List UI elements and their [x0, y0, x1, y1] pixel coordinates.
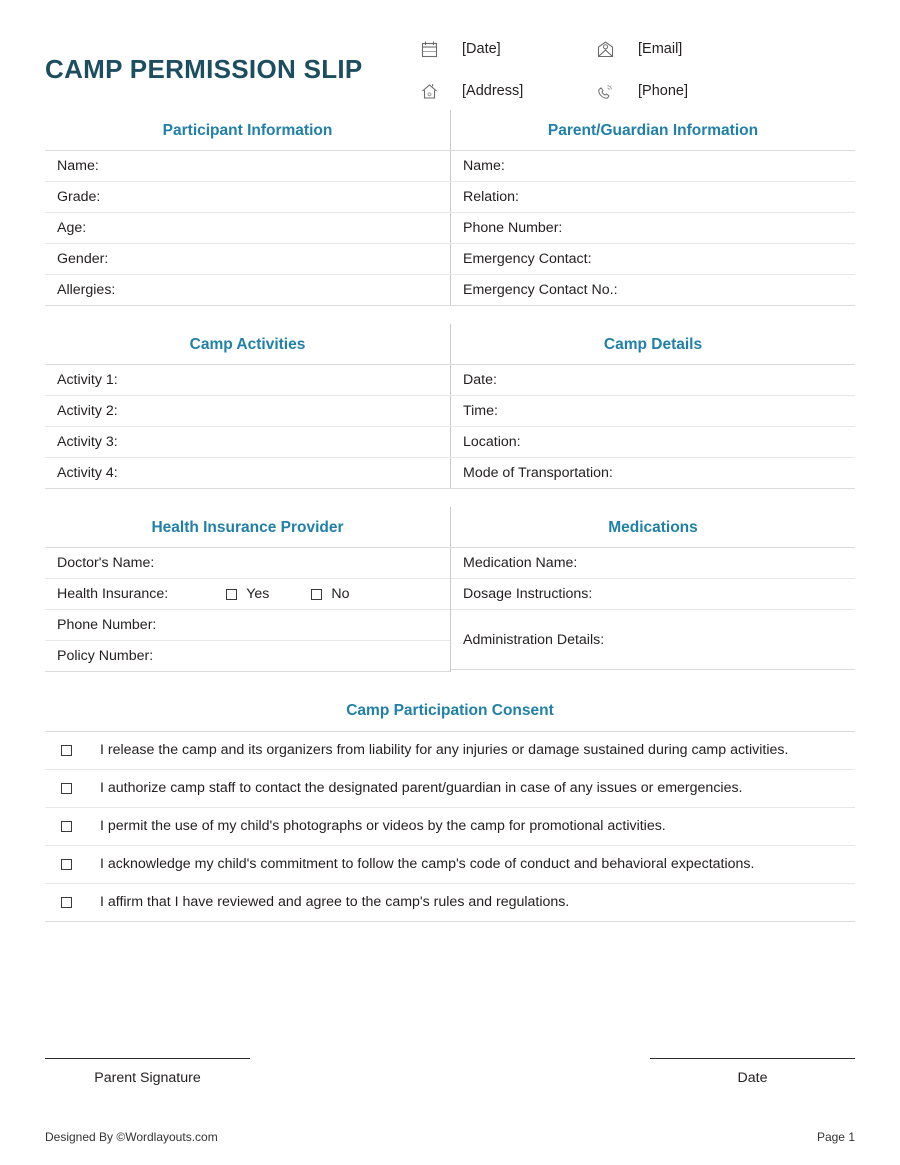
consent-text-liability: I release the camp and its organizers from liability for any injuries or damage sustained during camp activities.	[100, 742, 789, 759]
parent-signature-label: Parent Signature	[94, 1070, 201, 1086]
checkbox-consent-rules-agreement[interactable]	[61, 897, 72, 908]
checkbox-label-yes: Yes	[246, 586, 270, 602]
consent-item[interactable]	[45, 770, 855, 808]
table-row	[45, 244, 855, 275]
section-heading-row	[45, 507, 855, 548]
section-participant-information	[45, 110, 855, 306]
field-label-activity-2[interactable]: Activity 2:	[57, 403, 118, 419]
section-heading-participant: Participant Information	[162, 122, 333, 139]
field-label-gender[interactable]: Gender:	[57, 251, 109, 267]
section-heading-health-insurance-provider: Health Insurance Provider	[151, 519, 344, 536]
document-footer	[45, 1130, 855, 1144]
section-camp-activities	[45, 324, 855, 489]
contact-item-address	[420, 70, 596, 112]
consent-text-rules-agreement: I affirm that I have reviewed and agree to the camp's rules and regulations.	[100, 894, 570, 911]
consent-text-photo-permission: I permit the use of my child's photographs or videos by the camp for promotional activities.	[100, 818, 666, 835]
phone-icon	[596, 82, 615, 101]
field-label-insurance-phone-number[interactable]: Phone Number:	[57, 617, 157, 633]
checkbox-label-no: No	[331, 586, 350, 602]
field-label-camp-time[interactable]: Time:	[450, 396, 855, 426]
section-heading-camp-activities: Camp Activities	[189, 336, 306, 353]
health-insurance-yes-option[interactable]	[226, 586, 269, 602]
email-icon	[596, 40, 615, 59]
table-row	[45, 458, 855, 489]
field-label-allergies[interactable]: Allergies:	[57, 282, 116, 298]
field-label-camp-location[interactable]: Location:	[450, 427, 855, 457]
field-label-emergency-contact[interactable]: Emergency Contact:	[450, 244, 855, 274]
health-insurance-column	[45, 548, 450, 672]
field-label-participant-name[interactable]: Name:	[57, 158, 99, 174]
contact-item-email	[596, 28, 855, 70]
contact-label-email: [Email]	[638, 41, 683, 57]
section-camp-participation-consent	[45, 690, 855, 922]
field-label-administration-details[interactable]: Administration Details:	[451, 610, 855, 670]
consent-text-code-of-conduct: I acknowledge my child's commitment to follow the camp's code of conduct and behavioral expectations.	[100, 856, 755, 873]
table-row	[45, 641, 450, 672]
contact-label-phone: [Phone]	[638, 83, 688, 99]
health-medications-grid	[45, 548, 855, 672]
table-row	[45, 548, 450, 579]
consent-item[interactable]	[45, 846, 855, 884]
table-row	[45, 182, 855, 213]
page-title: CAMP PERMISSION SLIP	[45, 54, 363, 84]
home-icon	[420, 82, 439, 101]
checkbox-yes[interactable]	[226, 589, 237, 600]
consent-text-contact-authorization: I authorize camp staff to contact the designated parent/guardian in case of any issues or emergencies.	[100, 780, 743, 797]
field-label-guardian-phone[interactable]: Phone Number:	[450, 213, 855, 243]
health-insurance-no-option[interactable]	[311, 586, 349, 602]
field-health-insurance	[45, 579, 450, 609]
checkbox-consent-photo-permission[interactable]	[61, 821, 72, 832]
section-heading-medications: Medications	[450, 507, 855, 547]
table-row	[45, 275, 855, 306]
field-label-health-insurance: Health Insurance:	[57, 586, 169, 602]
field-label-relation[interactable]: Relation:	[450, 182, 855, 212]
field-label-activity-4[interactable]: Activity 4:	[57, 465, 118, 481]
field-label-mode-of-transportation[interactable]: Mode of Transportation:	[450, 458, 855, 488]
table-row	[45, 151, 855, 182]
section-heading-consent: Camp Participation Consent	[45, 690, 855, 732]
field-label-policy-number[interactable]: Policy Number:	[57, 648, 154, 664]
field-label-activity-1[interactable]: Activity 1:	[57, 372, 118, 388]
table-row	[45, 213, 855, 244]
parent-signature-block[interactable]	[45, 1058, 250, 1086]
contact-item-date	[420, 28, 596, 70]
consent-item[interactable]	[45, 732, 855, 770]
section-heading-camp-details: Camp Details	[450, 324, 855, 364]
consent-item[interactable]	[45, 884, 855, 922]
field-label-dosage-instructions[interactable]: Dosage Instructions:	[451, 579, 855, 610]
field-label-grade[interactable]: Grade:	[57, 189, 101, 205]
signature-area	[45, 1058, 855, 1086]
table-row	[45, 427, 855, 458]
section-heading-row	[45, 324, 855, 365]
field-label-guardian-name[interactable]: Name:	[450, 151, 855, 181]
section-heading-parent-guardian: Parent/Guardian Information	[450, 110, 855, 150]
checkbox-consent-code-of-conduct[interactable]	[61, 859, 72, 870]
checkbox-consent-contact-authorization[interactable]	[61, 783, 72, 794]
consent-item[interactable]	[45, 808, 855, 846]
field-label-emergency-contact-no[interactable]: Emergency Contact No.:	[450, 275, 855, 305]
table-row	[45, 365, 855, 396]
checkbox-consent-liability[interactable]	[61, 745, 72, 756]
field-label-doctors-name[interactable]: Doctor's Name:	[57, 555, 155, 571]
section-heading-row	[45, 110, 855, 151]
contact-label-date: [Date]	[462, 41, 501, 57]
field-label-camp-date[interactable]: Date:	[450, 365, 855, 395]
medications-column	[450, 548, 855, 672]
footer-credit: Designed By ©Wordlayouts.com	[45, 1130, 218, 1144]
date-signature-label: Date	[737, 1070, 768, 1086]
field-label-medication-name[interactable]: Medication Name:	[451, 548, 855, 579]
checkbox-no[interactable]	[311, 589, 322, 600]
section-health-insurance	[45, 507, 855, 672]
table-row	[45, 579, 450, 610]
field-label-activity-3[interactable]: Activity 3:	[57, 434, 118, 450]
contact-item-phone	[596, 70, 855, 112]
table-row	[45, 396, 855, 427]
field-label-age[interactable]: Age:	[57, 220, 87, 236]
footer-page-number: Page 1	[816, 1130, 855, 1144]
date-signature-block[interactable]	[650, 1058, 855, 1086]
document-header	[45, 0, 855, 110]
calendar-icon	[420, 40, 439, 59]
table-row	[45, 610, 450, 641]
contact-label-address: [Address]	[462, 83, 524, 99]
header-contact-grid	[420, 28, 855, 112]
